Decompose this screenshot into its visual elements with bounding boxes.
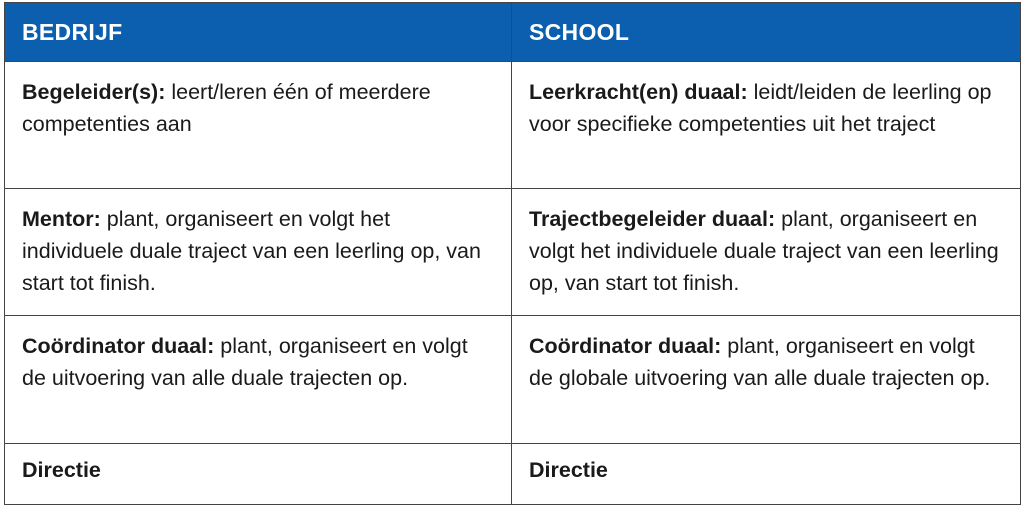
cell-school bbox=[512, 62, 1021, 189]
role-description: plant, organiseert en volgt het individuele duale traject van een leerling op, van start tot finish. bbox=[22, 207, 481, 295]
role-term: Coördinator duaal: bbox=[22, 334, 215, 358]
cell-bedrijf bbox=[5, 189, 512, 316]
table-row bbox=[5, 444, 1021, 505]
role-description: leert/leren één of meerdere competenties aan bbox=[22, 80, 431, 136]
role-term: Directie bbox=[529, 458, 608, 482]
cell-school bbox=[512, 444, 1021, 505]
role-description: plant, organiseert en volgt de uitvoering van alle duale trajecten op. bbox=[22, 334, 468, 390]
header-row bbox=[5, 3, 1021, 62]
role-term: Directie bbox=[22, 458, 101, 482]
roles-table bbox=[4, 2, 1021, 505]
role-description: leidt/leiden de leerling op voor specifieke competenties uit het traject bbox=[529, 80, 992, 136]
cell-bedrijf bbox=[5, 444, 512, 505]
role-term: Trajectbegeleider duaal: bbox=[529, 207, 776, 231]
role-term: Leerkracht(en) duaal: bbox=[529, 80, 748, 104]
cell-bedrijf bbox=[5, 62, 512, 189]
table-row bbox=[5, 189, 1021, 316]
header-school: SCHOOL bbox=[512, 3, 1021, 62]
role-description: plant, organiseert en volgt het individuele duale traject van een leerling op, van start tot finish. bbox=[529, 207, 999, 295]
header-bedrijf: BEDRIJF bbox=[5, 3, 512, 62]
cell-school bbox=[512, 189, 1021, 316]
role-term: Mentor: bbox=[22, 207, 101, 231]
role-description: plant, organiseert en volgt de globale uitvoering van alle duale trajecten op. bbox=[529, 334, 991, 390]
role-term: Coördinator duaal: bbox=[529, 334, 722, 358]
cell-bedrijf bbox=[5, 316, 512, 444]
table-row bbox=[5, 316, 1021, 444]
cell-school bbox=[512, 316, 1021, 444]
table-row bbox=[5, 62, 1021, 189]
role-term: Begeleider(s): bbox=[22, 80, 166, 104]
